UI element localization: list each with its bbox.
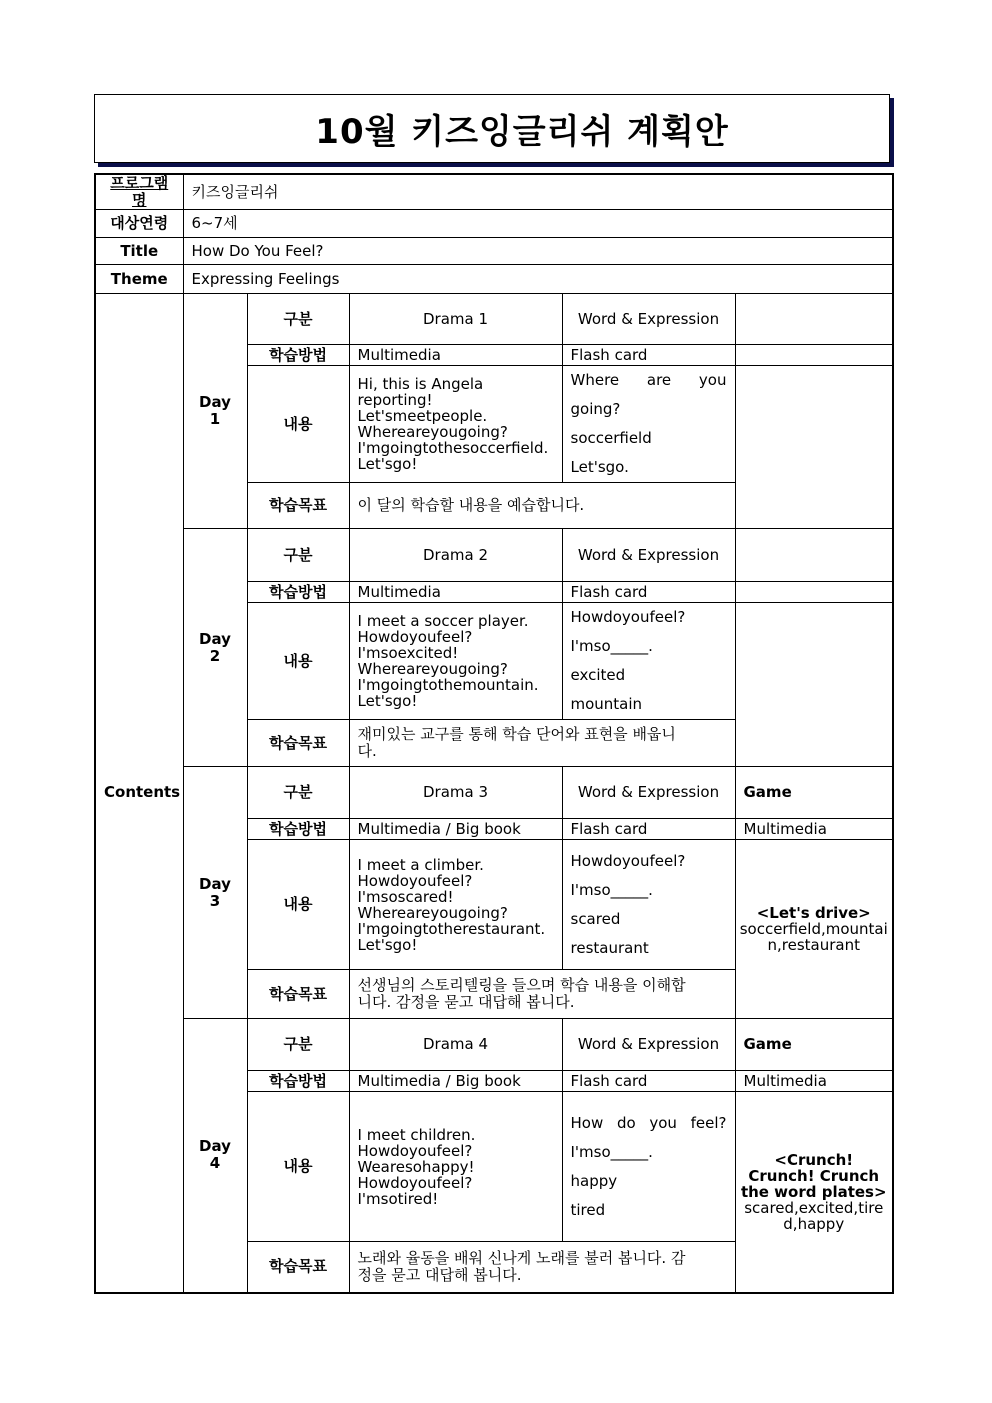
word-item: Howdoyoufeel?	[570, 851, 686, 870]
method-game	[735, 582, 893, 603]
word-item: I'mso_____.	[570, 637, 653, 655]
method-drama: Multimedia / Big book	[349, 1071, 562, 1092]
drama-line: I meet a climber.	[357, 855, 484, 874]
drama-line: Howdoyoufeel?	[357, 1141, 473, 1160]
method-game	[735, 345, 893, 366]
method-label: 학습방법	[247, 819, 349, 840]
game-header	[735, 529, 893, 582]
drama-line: Let'smeetpeople.	[357, 407, 488, 425]
drama-line: I'msotired!	[357, 1189, 439, 1208]
day-row-category	[95, 529, 893, 582]
drama-line: I'msoexcited!	[357, 644, 459, 662]
method-word: Flash card	[562, 1071, 735, 1092]
drama-script	[349, 1092, 562, 1242]
method-label: 학습방법	[247, 1071, 349, 1092]
method-word: Flash card	[562, 345, 735, 366]
game-header: Game	[735, 767, 893, 819]
game-description	[735, 366, 893, 529]
content-label: 내용	[247, 603, 349, 720]
content-label: 내용	[247, 840, 349, 970]
game-description	[735, 840, 893, 1019]
info-row-age	[95, 210, 893, 238]
goal-label: 학습목표	[247, 483, 349, 529]
method-game: Multimedia	[735, 819, 893, 840]
method-label: 학습방법	[247, 345, 349, 366]
document-title-box	[94, 94, 890, 163]
day-row-category	[95, 767, 893, 819]
content-label: 내용	[247, 366, 349, 483]
drama-line: Let'sgo!	[357, 692, 418, 710]
word-item: excited	[570, 666, 626, 684]
drama-line: Hi, this is Angela reporting!	[357, 375, 484, 409]
age-value: 6~7세	[183, 210, 893, 238]
drama-line: I'mgoingtothemountain.	[357, 676, 539, 694]
info-row-title	[95, 238, 893, 265]
word-item: tired	[570, 1200, 606, 1219]
word-item: How do you feel?	[570, 1113, 727, 1132]
contents-label: Contents	[95, 294, 183, 1293]
word-item: Let'sgo.	[570, 458, 629, 476]
drama-line: I meet children.	[357, 1125, 476, 1144]
method-game: Multimedia	[735, 1071, 893, 1092]
drama-line: Howdoyoufeel?	[357, 1173, 473, 1192]
word-item: mountain	[570, 695, 643, 713]
info-row-program	[95, 174, 893, 210]
method-drama: Multimedia	[349, 582, 562, 603]
word-expression-header: Word & Expression	[562, 529, 735, 582]
drama-script	[349, 603, 562, 720]
age-label: 대상연령	[95, 210, 183, 238]
goal-text: 이 달의 학습할 내용을 예습합니다.	[349, 483, 735, 529]
category-label: 구분	[247, 767, 349, 819]
day-label: Day 2	[183, 529, 247, 767]
word-expression-header: Word & Expression	[562, 767, 735, 819]
drama-line: Howdoyoufeel?	[357, 628, 473, 646]
title-label: Title	[95, 238, 183, 265]
method-drama: Multimedia	[349, 345, 562, 366]
drama-line: Wearesohappy!	[357, 1157, 475, 1176]
method-word: Flash card	[562, 819, 735, 840]
drama-line: I'mgoingtotherestaurant.	[357, 919, 546, 938]
document-title: 10월 키즈잉글리쉬 계획안	[315, 112, 729, 152]
program-label: 프로그램명	[95, 174, 183, 210]
goal-text: 재미있는 교구를 통해 학습 단어와 표현을 배웁니다.	[349, 720, 735, 767]
word-expression-header: Word & Expression	[562, 294, 735, 345]
day-row-category	[95, 294, 893, 345]
goal-label: 학습목표	[247, 720, 349, 767]
info-row-theme	[95, 265, 893, 294]
drama-title: Drama 4	[349, 1019, 562, 1071]
goal-label: 학습목표	[247, 970, 349, 1019]
day-row-category	[95, 1019, 893, 1071]
method-drama: Multimedia / Big book	[349, 819, 562, 840]
plan-table	[94, 173, 894, 1294]
method-label: 학습방법	[247, 582, 349, 603]
word-item: scared	[570, 909, 621, 928]
drama-line: Whereareyougoing?	[357, 423, 508, 441]
drama-line: Howdoyoufeel?	[357, 871, 473, 890]
word-item: soccerfield	[570, 429, 652, 447]
game-words: scared,excited,tired,happy	[744, 1198, 884, 1233]
category-label: 구분	[247, 294, 349, 345]
drama-title: Drama 3	[349, 767, 562, 819]
drama-script	[349, 840, 562, 970]
game-header	[735, 294, 893, 345]
word-list	[562, 840, 735, 970]
word-item: I'mso_____.	[570, 1142, 653, 1161]
game-header: Game	[735, 1019, 893, 1071]
goal-text: 노래와 율동을 배워 신나게 노래를 불러 봅니다. 감정을 묻고 대답해 봅니다.	[349, 1242, 735, 1293]
word-list	[562, 366, 735, 483]
content-label: 내용	[247, 1092, 349, 1242]
drama-line: I'msoscared!	[357, 887, 454, 906]
drama-line: I'mgoingtothesoccerfield.	[357, 439, 549, 457]
category-label: 구분	[247, 529, 349, 582]
drama-title: Drama 2	[349, 529, 562, 582]
drama-line: Let'sgo!	[357, 935, 418, 954]
goal-label: 학습목표	[247, 1242, 349, 1293]
game-title: <Crunch! Crunch! Crunch the word plates>	[740, 1150, 887, 1201]
method-word: Flash card	[562, 582, 735, 603]
day-label: Day 3	[183, 767, 247, 1019]
game-words: soccerfield,mountain,restaurant	[739, 920, 888, 954]
word-item: Howdoyoufeel?	[570, 608, 686, 626]
game-description	[735, 1092, 893, 1293]
word-list	[562, 603, 735, 720]
goal-text: 선생님의 스토리텔링을 들으며 학습 내용을 이해합니다. 감정을 묻고 대답해 봅니다.	[349, 970, 735, 1019]
word-list	[562, 1092, 735, 1242]
drama-line: Whereareyougoing?	[357, 903, 508, 922]
game-description	[735, 603, 893, 767]
day-label: Day 1	[183, 294, 247, 529]
drama-line: I meet a soccer player.	[357, 612, 529, 630]
category-label: 구분	[247, 1019, 349, 1071]
theme-value: Expressing Feelings	[183, 265, 893, 294]
drama-script	[349, 366, 562, 483]
drama-line: Let'sgo!	[357, 455, 418, 473]
word-item: I'mso_____.	[570, 880, 653, 899]
word-item: happy	[570, 1171, 618, 1190]
word-expression-header: Word & Expression	[562, 1019, 735, 1071]
drama-title: Drama 1	[349, 294, 562, 345]
theme-label: Theme	[95, 265, 183, 294]
program-value: 키즈잉글리쉬	[183, 174, 893, 210]
day-label: Day 4	[183, 1019, 247, 1293]
word-item: restaurant	[570, 938, 649, 957]
title-value: How Do You Feel?	[183, 238, 893, 265]
game-title: <Let's drive>	[756, 904, 871, 922]
drama-line: Whereareyougoing?	[357, 660, 508, 678]
word-item: Where are you going?	[570, 371, 727, 418]
